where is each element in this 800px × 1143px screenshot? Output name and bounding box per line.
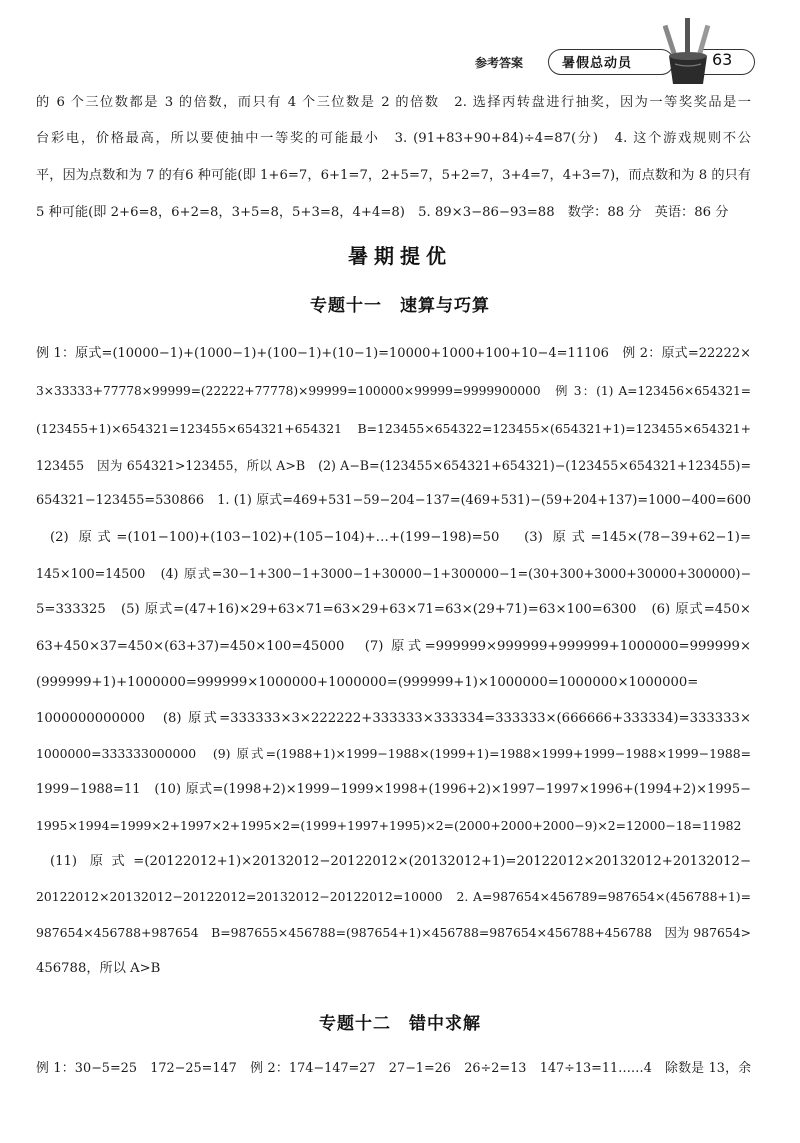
text-line: 的 6 个三位数都是 3 的倍数，而只有 4 个三位数是 2 的倍数 2. 选择丙转盘进行抽奖，因为一等奖奖品是一 [36,95,751,110]
text-line: 5=333325 (5) 原式=(47+16)×29+63×71=63×29+63×71=63×(29+71)=63×100=6300 (6) 原式=450× [36,602,751,617]
text-line: 987654×456788+987654 B=987655×456788=(987654+1)×456788=987654×456788+456788 因为 987654> [36,925,751,940]
text-line: (999999+1)+1000000=999999×1000000+1000000=(999999+1)×1000000=1000000×1000000= [36,675,699,690]
text-line: 1000000=333333000000 (9) 原式=(1988+1)×1999−1988×(1999+1)=1988×1999+1999−1988×1999−1988= [36,746,751,761]
text-line: (2) 原式=(101−100)+(103−102)+(105−104)+…+(199−198)=50 (3) 原式=145×(78−39+62−1)= [50,530,751,545]
text-line: 1000000000000 (8) 原式=333333×3×222222+333333×333334=333333×(666666+333334)=333333× [36,711,751,726]
page-header [0,40,800,90]
text-line: 3×33333+77778×99999=(22222+77778)×99999=100000×99999=9999900000 例 3：(1) A=123456×654321= [36,384,751,398]
text-line: 145×100=14500 (4) 原式=30−1+300−1+3000−1+30000−1+300000−1=(30+300+3000+30000+300000)− [36,566,751,581]
topic-12-title: 专题十二 错中求解 [319,1014,481,1034]
text-line: 例 1：30−5=25 172−25=147 例 2：174−147=27 27−1=26 26÷2=13 147÷13=11……4 除数是 13，余 [36,1061,751,1076]
text-line: 5 种可能(即 2+6=8，6+2=8，3+5=8，5+3=8，4+4=8) 5. 89×3−86−93=88 数学：88 分 英语：86 分 [36,205,729,220]
text-line: 63+450×37=450×(63+37)=450×100=45000 (7) 原式=999999×999999+999999+1000000=999999× [36,639,751,654]
answer-label: 参考答案 [475,56,524,70]
pencil-cup-icon [663,18,713,86]
text-line: 654321−123455=530866 1. (1) 原式=469+531−59−204−137=(469+531)−(59+204+137)=1000−400=600 [36,493,751,508]
text-line: 1999−1988=11 (10) 原式=(1998+2)×1999−1999×1998+(1996+2)×1997−1997×1996+(1994+2)×1995− [36,782,751,797]
section-title: 暑期提优 [348,244,452,268]
book-title: 暑假总动员 [562,56,633,71]
text-line: 例 1：原式=(10000−1)+(1000−1)+(100−1)+(10−1)=10000+1000+100+10−4=11106 例 2：原式=22222× [36,346,751,361]
text-line: (11) 原式=(20122012+1)×20132012−20122012×(20132012+1)=20122012×20132012+20132012− [50,854,751,869]
text-line: (123455+1)×654321=123455×654321+654321 B=123455×654322=123455×(654321+1)=123455×654321+ [36,421,751,436]
text-line: 123455 因为 654321>123455，所以 A>B (2) A−B=(123455×654321+654321)−(123455×654321+123455)= [36,458,751,473]
text-line: 1995×1994=1999×2+1997×2+1995×2=(1999+1997+1995)×2=(2000+2000+2000−9)×2=12000−18=11982 [36,818,742,833]
text-line: 平，因为点数和为 7 的有6 种可能(即 1+6=7，6+1=7，2+5=7，5+2=7，3+4=7，4+3=7)，而点数和为 8 的只有 [36,168,751,183]
page-number: 63 [712,50,733,69]
topic-11-title: 专题十一 速算与巧算 [310,296,490,316]
text-line: 456788，所以 A>B [36,961,161,976]
text-line: 台彩电，价格最高，所以要使抽中一等奖的可能最小 3. (91+83+90+84)÷4=87(分) 4. 这个游戏规则不公 [36,131,751,146]
text-line: 20122012×20132012−20122012=20132012−20122012=10000 2. A=987654×456789=987654×(456788+1)= [36,889,751,904]
